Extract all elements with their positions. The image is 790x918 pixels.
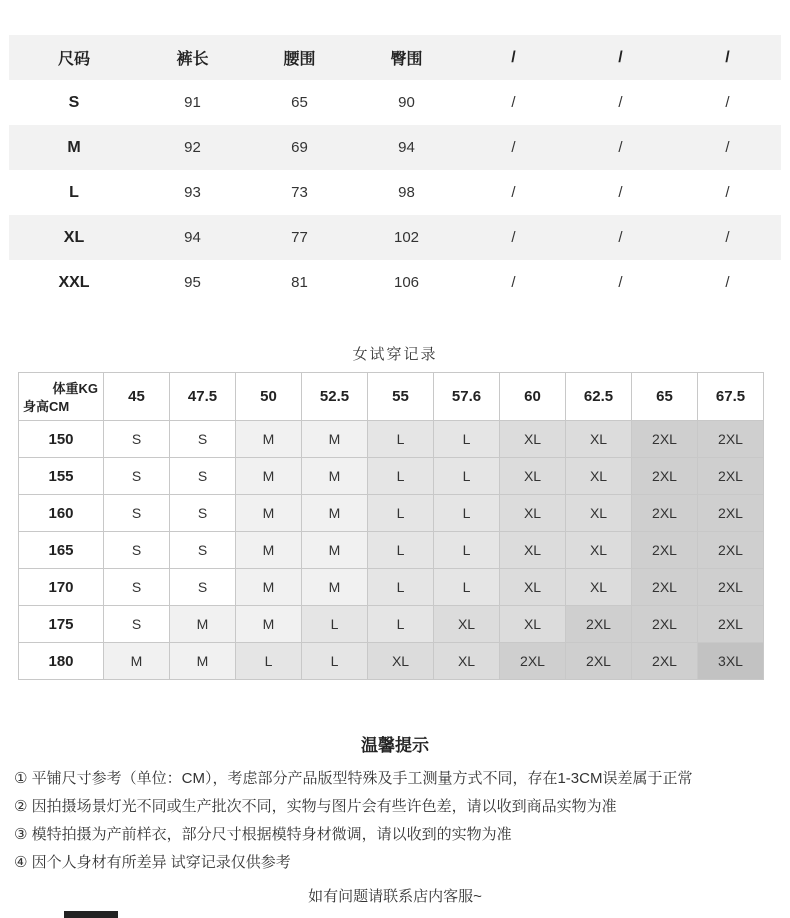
height-header: 180 [19, 643, 104, 680]
fit-size-cell: XL [500, 495, 566, 532]
fit-size-cell: XL [500, 569, 566, 606]
size-label: S [68, 93, 80, 111]
fitting-row [19, 606, 764, 643]
fit-size-cell: M [302, 458, 368, 495]
size-table-header-cell: 腰围 [283, 51, 316, 68]
fit-size-cell: 2XL [698, 421, 764, 458]
size-value: 94 [398, 139, 415, 156]
size-value: / [511, 139, 516, 156]
fit-size-cell: M [302, 569, 368, 606]
next-section-partial [64, 911, 118, 918]
fitting-row [19, 569, 764, 606]
size-table-row [9, 125, 781, 170]
size-value: 98 [398, 184, 415, 201]
fitting-row [19, 643, 764, 680]
tips-item: ③ 模特拍摄为产前样衣，部分尺寸根据模特身材微调，请以收到的实物为准 [14, 826, 512, 843]
fit-size-cell: 2XL [632, 458, 698, 495]
fit-size-cell: 2XL [698, 606, 764, 643]
fit-size-cell: M [302, 532, 368, 569]
weight-header: 50 [236, 373, 302, 421]
size-table-header-cell: 裤长 [176, 51, 209, 68]
size-value: 69 [291, 139, 308, 156]
size-table-header-cell: / [511, 48, 516, 66]
fit-size-cell: S [104, 532, 170, 569]
size-table-row [9, 80, 781, 125]
fit-size-cell: S [170, 458, 236, 495]
size-label: L [69, 183, 79, 201]
size-value: / [618, 184, 623, 201]
size-value: / [725, 229, 730, 246]
fit-size-cell: 2XL [698, 569, 764, 606]
fit-size-cell: M [236, 606, 302, 643]
height-header: 165 [19, 532, 104, 569]
weight-header: 65 [632, 373, 698, 421]
fit-size-cell: XL [566, 532, 632, 569]
fit-size-cell: L [434, 532, 500, 569]
size-table [9, 35, 781, 305]
fit-size-cell: S [170, 495, 236, 532]
size-table-header-cell: 臀围 [390, 51, 423, 68]
fit-size-cell: L [434, 421, 500, 458]
fit-size-cell: S [170, 421, 236, 458]
weight-header: 55 [368, 373, 434, 421]
size-label: M [67, 138, 81, 156]
fit-size-cell: XL [566, 458, 632, 495]
fit-size-cell: XL [566, 495, 632, 532]
fit-size-cell: M [170, 606, 236, 643]
size-value: / [618, 94, 623, 111]
height-header: 160 [19, 495, 104, 532]
fit-size-cell: L [434, 495, 500, 532]
height-header: 150 [19, 421, 104, 458]
size-value: / [725, 274, 730, 291]
size-value: 73 [291, 184, 308, 201]
corner-cell [19, 373, 104, 421]
size-value: / [511, 184, 516, 201]
size-value: / [511, 94, 516, 111]
size-value: 106 [393, 274, 420, 291]
size-table-header-cell: / [618, 48, 623, 66]
fitting-row [19, 421, 764, 458]
fit-size-cell: L [434, 569, 500, 606]
fit-size-cell: M [302, 421, 368, 458]
size-value: / [511, 274, 516, 291]
fit-size-cell: XL [434, 606, 500, 643]
fit-size-cell: S [170, 569, 236, 606]
fit-size-cell: XL [368, 643, 434, 680]
fit-size-cell: M [236, 569, 302, 606]
fitting-header-row [19, 373, 764, 421]
size-value: 81 [291, 274, 308, 291]
size-value: 65 [291, 94, 308, 111]
weight-header: 47.5 [170, 373, 236, 421]
height-header: 170 [19, 569, 104, 606]
fit-size-cell: S [104, 569, 170, 606]
fit-size-cell: L [368, 606, 434, 643]
fit-size-cell: XL [566, 421, 632, 458]
weight-header: 52.5 [302, 373, 368, 421]
size-value: / [618, 139, 623, 156]
size-value: 95 [184, 274, 201, 291]
fit-size-cell: S [170, 532, 236, 569]
fit-size-cell: 2XL [698, 458, 764, 495]
corner-height-label: 身高CM [23, 399, 70, 414]
weight-header: 60 [500, 373, 566, 421]
weight-header: 57.6 [434, 373, 500, 421]
contact-service-note: 如有问题请联系店内客服~ [308, 888, 482, 905]
size-table-row [9, 215, 781, 260]
fit-size-cell: S [104, 495, 170, 532]
fit-size-cell: 2XL [698, 532, 764, 569]
fit-size-cell: XL [566, 569, 632, 606]
fitting-row [19, 495, 764, 532]
fit-size-cell: 2XL [632, 532, 698, 569]
size-value: / [725, 139, 730, 156]
fit-size-cell: S [104, 606, 170, 643]
size-value: 77 [291, 229, 308, 246]
tips-item: ④ 因个人身材有所差异 试穿记录仅供参考 [14, 854, 291, 871]
fit-size-cell: 2XL [698, 495, 764, 532]
fitting-record-title: 女试穿记录 [352, 346, 438, 363]
size-table-row [9, 260, 781, 305]
fit-size-cell: XL [500, 458, 566, 495]
fit-size-cell: 2XL [500, 643, 566, 680]
size-label: XXL [58, 273, 90, 291]
fit-size-cell: M [236, 532, 302, 569]
fit-size-cell: 3XL [698, 643, 764, 680]
size-table-header-row [9, 35, 781, 80]
fitting-record-table [18, 372, 764, 680]
fit-size-cell: 2XL [566, 643, 632, 680]
size-label: XL [63, 228, 85, 246]
fit-size-cell: L [368, 532, 434, 569]
fitting-row [19, 532, 764, 569]
weight-header: 62.5 [566, 373, 632, 421]
fit-size-cell: M [236, 495, 302, 532]
height-header: 175 [19, 606, 104, 643]
size-value: / [725, 94, 730, 111]
fit-size-cell: XL [500, 421, 566, 458]
fitting-row [19, 458, 764, 495]
fit-size-cell: M [170, 643, 236, 680]
fit-size-cell: S [104, 458, 170, 495]
fit-size-cell: 2XL [632, 495, 698, 532]
fit-size-cell: XL [500, 532, 566, 569]
size-value: / [618, 274, 623, 291]
fit-size-cell: 2XL [632, 421, 698, 458]
height-header: 155 [19, 458, 104, 495]
fit-size-cell: L [302, 606, 368, 643]
tips-item: ② 因拍摄场景灯光不同或生产批次不同，实物与图片会有些许色差，请以收到商品实物为准 [14, 798, 617, 815]
fit-size-cell: M [236, 421, 302, 458]
size-value: / [618, 229, 623, 246]
fit-size-cell: XL [500, 606, 566, 643]
size-table-row [9, 170, 781, 215]
size-table-header-cell: 尺码 [57, 51, 90, 68]
fit-size-cell: S [104, 421, 170, 458]
size-table-header-cell: / [725, 48, 730, 66]
tips-title: 温馨提示 [361, 736, 429, 755]
tips-section [0, 731, 790, 906]
fit-size-cell: L [236, 643, 302, 680]
size-value: 90 [398, 94, 415, 111]
size-value: 102 [393, 229, 420, 246]
fit-size-cell: 2XL [632, 643, 698, 680]
corner-weight-label: 体重KG [52, 381, 98, 396]
fit-size-cell: L [368, 421, 434, 458]
size-value: 93 [184, 184, 201, 201]
fit-size-cell: M [104, 643, 170, 680]
size-value: / [511, 229, 516, 246]
fit-size-cell: 2XL [632, 606, 698, 643]
fit-size-cell: L [302, 643, 368, 680]
tips-item: ① 平铺尺寸参考（单位：CM），考虑部分产品版型特殊及手工测量方式不同，存在1-3CM误差属于正常 [14, 770, 693, 787]
fit-size-cell: L [368, 458, 434, 495]
weight-header: 45 [104, 373, 170, 421]
fit-size-cell: L [434, 458, 500, 495]
fit-size-cell: L [368, 569, 434, 606]
fit-size-cell: XL [434, 643, 500, 680]
size-value: 92 [184, 139, 201, 156]
fit-size-cell: L [368, 495, 434, 532]
fit-size-cell: 2XL [566, 606, 632, 643]
fit-size-cell: M [236, 458, 302, 495]
size-value: 94 [184, 229, 201, 246]
size-value: 91 [184, 94, 201, 111]
fit-size-cell: 2XL [632, 569, 698, 606]
weight-header: 67.5 [698, 373, 764, 421]
size-value: / [725, 184, 730, 201]
fit-size-cell: M [302, 495, 368, 532]
